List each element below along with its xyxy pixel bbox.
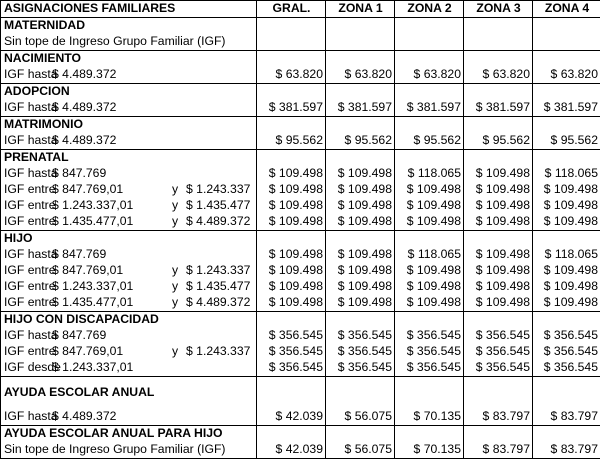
table-row: [1, 279, 600, 295]
amount-cell: $ 109.498: [257, 279, 326, 295]
amount-cell: $ 63.820: [533, 67, 600, 84]
range-label: Sin tope de Ingreso Grupo Familiar (IGF): [4, 34, 226, 49]
section-header-row: [1, 312, 600, 329]
table-row: [1, 409, 600, 426]
section-title: NACIMIENTO: [1, 51, 257, 68]
amount-cell: $ 109.498: [257, 263, 326, 279]
section-header-blank-cell: [326, 51, 395, 68]
section-header-blank-cell: [326, 377, 395, 410]
amount-cell: $ 63.820: [257, 67, 326, 84]
income-range-cell: [1, 247, 257, 263]
section-header-row: [1, 51, 600, 68]
section-header-blank-cell: [257, 51, 326, 68]
section-header-blank-cell: [257, 377, 326, 410]
section-header-blank-cell: [326, 84, 395, 101]
range-from-amount: $ 1.243.337,01: [52, 360, 134, 375]
section-header-blank-cell: [257, 117, 326, 134]
section-header-blank-cell: [395, 426, 464, 443]
section-header-blank-cell: [464, 51, 533, 68]
section-header-blank-cell: [395, 18, 464, 35]
range-label: IGF hasta: [4, 133, 58, 148]
section-header-row: [1, 231, 600, 248]
section-header-blank-cell: [464, 231, 533, 248]
amount-cell: $ 109.498: [395, 295, 464, 312]
amount-cell: $ 63.820: [464, 67, 533, 84]
section-title: AYUDA ESCOLAR ANUAL: [1, 377, 257, 410]
range-from-amount: $ 847.769: [52, 247, 107, 262]
amount-cell: $ 83.797: [533, 442, 600, 459]
table-row: [1, 360, 600, 377]
range-label: IGF entre: [4, 214, 56, 229]
income-range-cell: [1, 34, 257, 51]
section-header-blank-cell: [257, 426, 326, 443]
amount-cell: $ 109.498: [257, 247, 326, 263]
income-range-cell: [1, 263, 257, 279]
amount-cell: $ 109.498: [464, 214, 533, 231]
section-header-blank-cell: [533, 117, 600, 134]
amount-cell: $ 42.039: [257, 409, 326, 426]
section-header-blank-cell: [257, 18, 326, 35]
table-row: [1, 100, 600, 117]
amount-cell: $ 356.545: [257, 328, 326, 344]
section-header-blank-cell: [257, 312, 326, 329]
section-header-blank-cell: [464, 377, 533, 410]
amount-cell: $ 381.597: [395, 100, 464, 117]
range-conjunction: y: [172, 214, 179, 229]
amount-cell: $ 63.820: [326, 67, 395, 84]
amount-cell: $ 381.597: [464, 100, 533, 117]
range-from-amount: $ 4.489.372: [52, 133, 117, 148]
range-to-amount: $ 1.243.337: [186, 344, 251, 359]
table-title: ASIGNACIONES FAMILIARES: [1, 1, 257, 18]
range-from-amount: $ 1.435.477,01: [52, 295, 134, 310]
range-from-amount: $ 847.769: [52, 328, 107, 343]
section-header-blank-cell: [533, 426, 600, 443]
amount-cell: $ 356.545: [395, 344, 464, 360]
section-header-blank-cell: [533, 150, 600, 167]
range-conjunction: y: [172, 263, 179, 278]
section-title: ADOPCION: [1, 84, 257, 101]
income-range-cell: [1, 328, 257, 344]
amount-cell: $ 70.135: [395, 442, 464, 459]
section-header-row: [1, 18, 600, 35]
section-header-blank-cell: [395, 312, 464, 329]
amount-cell: $ 109.498: [464, 279, 533, 295]
section-header-blank-cell: [326, 150, 395, 167]
section-header-blank-cell: [533, 312, 600, 329]
range-conjunction: y: [172, 279, 179, 294]
range-from-amount: $ 847.769: [52, 166, 107, 181]
table-row: [1, 133, 600, 150]
income-range-cell: [1, 133, 257, 150]
range-from-amount: $ 4.489.372: [52, 100, 117, 115]
section-header-row: [1, 426, 600, 443]
range-label: IGF desde: [4, 360, 61, 375]
amount-cell: $ 42.039: [257, 442, 326, 459]
column-header-zona-3: ZONA 3: [464, 1, 533, 18]
amount-cell: $ 381.597: [326, 100, 395, 117]
range-from-amount: $ 1.435.477,01: [52, 214, 134, 229]
amount-cell: $ 109.498: [257, 182, 326, 198]
range-conjunction: y: [172, 198, 179, 213]
section-header-row: [1, 150, 600, 167]
column-header-zona-4: ZONA 4: [533, 1, 600, 18]
table-row: [1, 166, 600, 182]
range-from-amount: $ 847.769,01: [52, 263, 124, 278]
income-range-cell: [1, 360, 257, 377]
income-range-cell: [1, 344, 257, 360]
table-body: [1, 18, 600, 459]
income-range-cell: [1, 166, 257, 182]
range-from-amount: $ 1.243.337,01: [52, 279, 134, 294]
table-row: [1, 67, 600, 84]
income-range-cell: [1, 67, 257, 84]
amount-cell: [395, 34, 464, 51]
range-conjunction: y: [172, 295, 179, 310]
range-label: Sin tope de Ingreso Grupo Familiar (IGF): [4, 442, 226, 457]
range-from-amount: $ 847.769,01: [52, 344, 124, 359]
range-to-amount: $ 1.243.337: [186, 182, 251, 197]
amount-cell: $ 109.498: [395, 198, 464, 214]
amount-cell: $ 356.545: [464, 344, 533, 360]
amount-cell: $ 109.498: [533, 263, 600, 279]
section-title: HIJO: [1, 231, 257, 248]
amount-cell: $ 109.498: [395, 182, 464, 198]
header-row: [1, 1, 600, 18]
amount-cell: $ 109.498: [533, 182, 600, 198]
amount-cell: $ 356.545: [395, 360, 464, 377]
amount-cell: $ 356.545: [533, 360, 600, 377]
amount-cell: $ 118.065: [395, 166, 464, 182]
amount-cell: $ 109.498: [533, 295, 600, 312]
amount-cell: $ 381.597: [257, 100, 326, 117]
table-row: [1, 263, 600, 279]
range-label: IGF entre: [4, 279, 56, 294]
amount-cell: $ 109.498: [464, 198, 533, 214]
amount-cell: $ 109.498: [395, 214, 464, 231]
amount-cell: $ 109.498: [257, 166, 326, 182]
range-label: IGF entre: [4, 198, 56, 213]
range-label: IGF hasta: [4, 67, 58, 82]
income-range-cell: [1, 295, 257, 312]
section-header-blank-cell: [326, 426, 395, 443]
range-label: IGF entre: [4, 182, 56, 197]
table-row: [1, 328, 600, 344]
amount-cell: $ 356.545: [533, 328, 600, 344]
amount-cell: $ 118.065: [533, 247, 600, 263]
table-row: [1, 295, 600, 312]
income-range-cell: [1, 100, 257, 117]
table-row: [1, 182, 600, 198]
amount-cell: $ 63.820: [395, 67, 464, 84]
section-header-blank-cell: [326, 117, 395, 134]
section-header-row: [1, 377, 600, 410]
section-header-blank-cell: [395, 150, 464, 167]
amount-cell: $ 109.498: [395, 263, 464, 279]
amount-cell: $ 109.498: [326, 182, 395, 198]
amount-cell: $ 109.498: [257, 295, 326, 312]
range-label: IGF entre: [4, 295, 56, 310]
amount-cell: $ 109.498: [326, 214, 395, 231]
column-header-zona-2: ZONA 2: [395, 1, 464, 18]
section-header-blank-cell: [257, 231, 326, 248]
section-header-row: [1, 117, 600, 134]
section-header-blank-cell: [464, 426, 533, 443]
amount-cell: $ 109.498: [464, 166, 533, 182]
range-label: IGF hasta: [4, 100, 58, 115]
section-header-blank-cell: [395, 117, 464, 134]
section-header-blank-cell: [533, 231, 600, 248]
range-label: IGF entre: [4, 344, 56, 359]
table-row: [1, 442, 600, 459]
amount-cell: $ 109.498: [533, 214, 600, 231]
section-header-blank-cell: [533, 377, 600, 410]
range-to-amount: $ 4.489.372: [186, 214, 251, 229]
amount-cell: [464, 34, 533, 51]
section-header-blank-cell: [326, 312, 395, 329]
section-header-blank-cell: [395, 377, 464, 410]
section-header-blank-cell: [395, 84, 464, 101]
column-header-gral: GRAL.: [257, 1, 326, 18]
income-range-cell: [1, 214, 257, 231]
range-label: IGF hasta: [4, 409, 58, 424]
income-range-cell: [1, 442, 257, 459]
income-range-cell: [1, 409, 257, 426]
section-header-row: [1, 84, 600, 101]
amount-cell: $ 109.498: [464, 295, 533, 312]
amount-cell: $ 109.498: [464, 263, 533, 279]
amount-cell: $ 109.498: [326, 198, 395, 214]
amount-cell: $ 109.498: [257, 198, 326, 214]
range-to-amount: $ 4.489.372: [186, 295, 251, 310]
amount-cell: $ 356.545: [257, 360, 326, 377]
section-title: MATRIMONIO: [1, 117, 257, 134]
amount-cell: $ 83.797: [464, 442, 533, 459]
amount-cell: [326, 34, 395, 51]
section-header-blank-cell: [533, 84, 600, 101]
amount-cell: $ 109.498: [326, 247, 395, 263]
amount-cell: $ 109.498: [395, 279, 464, 295]
section-header-blank-cell: [395, 51, 464, 68]
section-header-blank-cell: [395, 231, 464, 248]
amount-cell: $ 356.545: [326, 360, 395, 377]
amount-cell: $ 109.498: [533, 279, 600, 295]
section-header-blank-cell: [326, 18, 395, 35]
section-header-blank-cell: [464, 150, 533, 167]
amount-cell: $ 356.545: [326, 344, 395, 360]
range-label: IGF entre: [4, 263, 56, 278]
section-header-blank-cell: [464, 18, 533, 35]
amount-cell: $ 356.545: [257, 344, 326, 360]
amount-cell: $ 381.597: [533, 100, 600, 117]
amount-cell: $ 70.135: [395, 409, 464, 426]
section-header-blank-cell: [533, 18, 600, 35]
amount-cell: $ 118.065: [395, 247, 464, 263]
table-row: [1, 247, 600, 263]
section-header-blank-cell: [533, 51, 600, 68]
table-row: [1, 214, 600, 231]
range-label: IGF hasta: [4, 166, 58, 181]
amount-cell: $ 95.562: [395, 133, 464, 150]
amount-cell: $ 109.498: [326, 263, 395, 279]
amount-cell: $ 109.498: [464, 247, 533, 263]
section-header-blank-cell: [464, 312, 533, 329]
range-to-amount: $ 1.435.477: [186, 198, 251, 213]
section-title: PRENATAL: [1, 150, 257, 167]
section-header-blank-cell: [464, 84, 533, 101]
range-conjunction: y: [172, 344, 179, 359]
amount-cell: $ 95.562: [257, 133, 326, 150]
amount-cell: $ 356.545: [326, 328, 395, 344]
amount-cell: $ 118.065: [533, 166, 600, 182]
section-title: HIJO CON DISCAPACIDAD: [1, 312, 257, 329]
amount-cell: [257, 34, 326, 51]
amount-cell: $ 109.498: [326, 166, 395, 182]
amount-cell: $ 109.498: [533, 198, 600, 214]
range-to-amount: $ 1.243.337: [186, 263, 251, 278]
amount-cell: $ 83.797: [533, 409, 600, 426]
income-range-cell: [1, 198, 257, 214]
range-label: IGF hasta: [4, 247, 58, 262]
amount-cell: $ 109.498: [464, 182, 533, 198]
amount-cell: [533, 34, 600, 51]
amount-cell: $ 56.075: [326, 442, 395, 459]
amount-cell: $ 356.545: [464, 328, 533, 344]
section-title: MATERNIDAD: [1, 18, 257, 35]
income-range-cell: [1, 182, 257, 198]
section-header-blank-cell: [257, 150, 326, 167]
range-from-amount: $ 847.769,01: [52, 182, 124, 197]
section-header-blank-cell: [464, 117, 533, 134]
column-header-zona-1: ZONA 1: [326, 1, 395, 18]
range-from-amount: $ 4.489.372: [52, 409, 117, 424]
amount-cell: $ 356.545: [395, 328, 464, 344]
table-row: [1, 34, 600, 51]
range-to-amount: $ 1.435.477: [186, 279, 251, 294]
range-from-amount: $ 1.243.337,01: [52, 198, 134, 213]
amount-cell: $ 83.797: [464, 409, 533, 426]
section-header-blank-cell: [257, 84, 326, 101]
table-row: [1, 344, 600, 360]
range-label: IGF hasta: [4, 328, 58, 343]
amount-cell: $ 95.562: [326, 133, 395, 150]
table-row: [1, 198, 600, 214]
amount-cell: $ 95.562: [464, 133, 533, 150]
amount-cell: $ 109.498: [257, 214, 326, 231]
income-range-cell: [1, 279, 257, 295]
amount-cell: $ 109.498: [326, 295, 395, 312]
range-conjunction: y: [172, 182, 179, 197]
amount-cell: $ 109.498: [326, 279, 395, 295]
amount-cell: $ 56.075: [326, 409, 395, 426]
amount-cell: $ 356.545: [533, 344, 600, 360]
amount-cell: $ 356.545: [464, 360, 533, 377]
section-title: AYUDA ESCOLAR ANUAL PARA HIJO: [1, 426, 257, 443]
amount-cell: $ 95.562: [533, 133, 600, 150]
range-from-amount: $ 4.489.372: [52, 67, 117, 82]
section-header-blank-cell: [326, 231, 395, 248]
